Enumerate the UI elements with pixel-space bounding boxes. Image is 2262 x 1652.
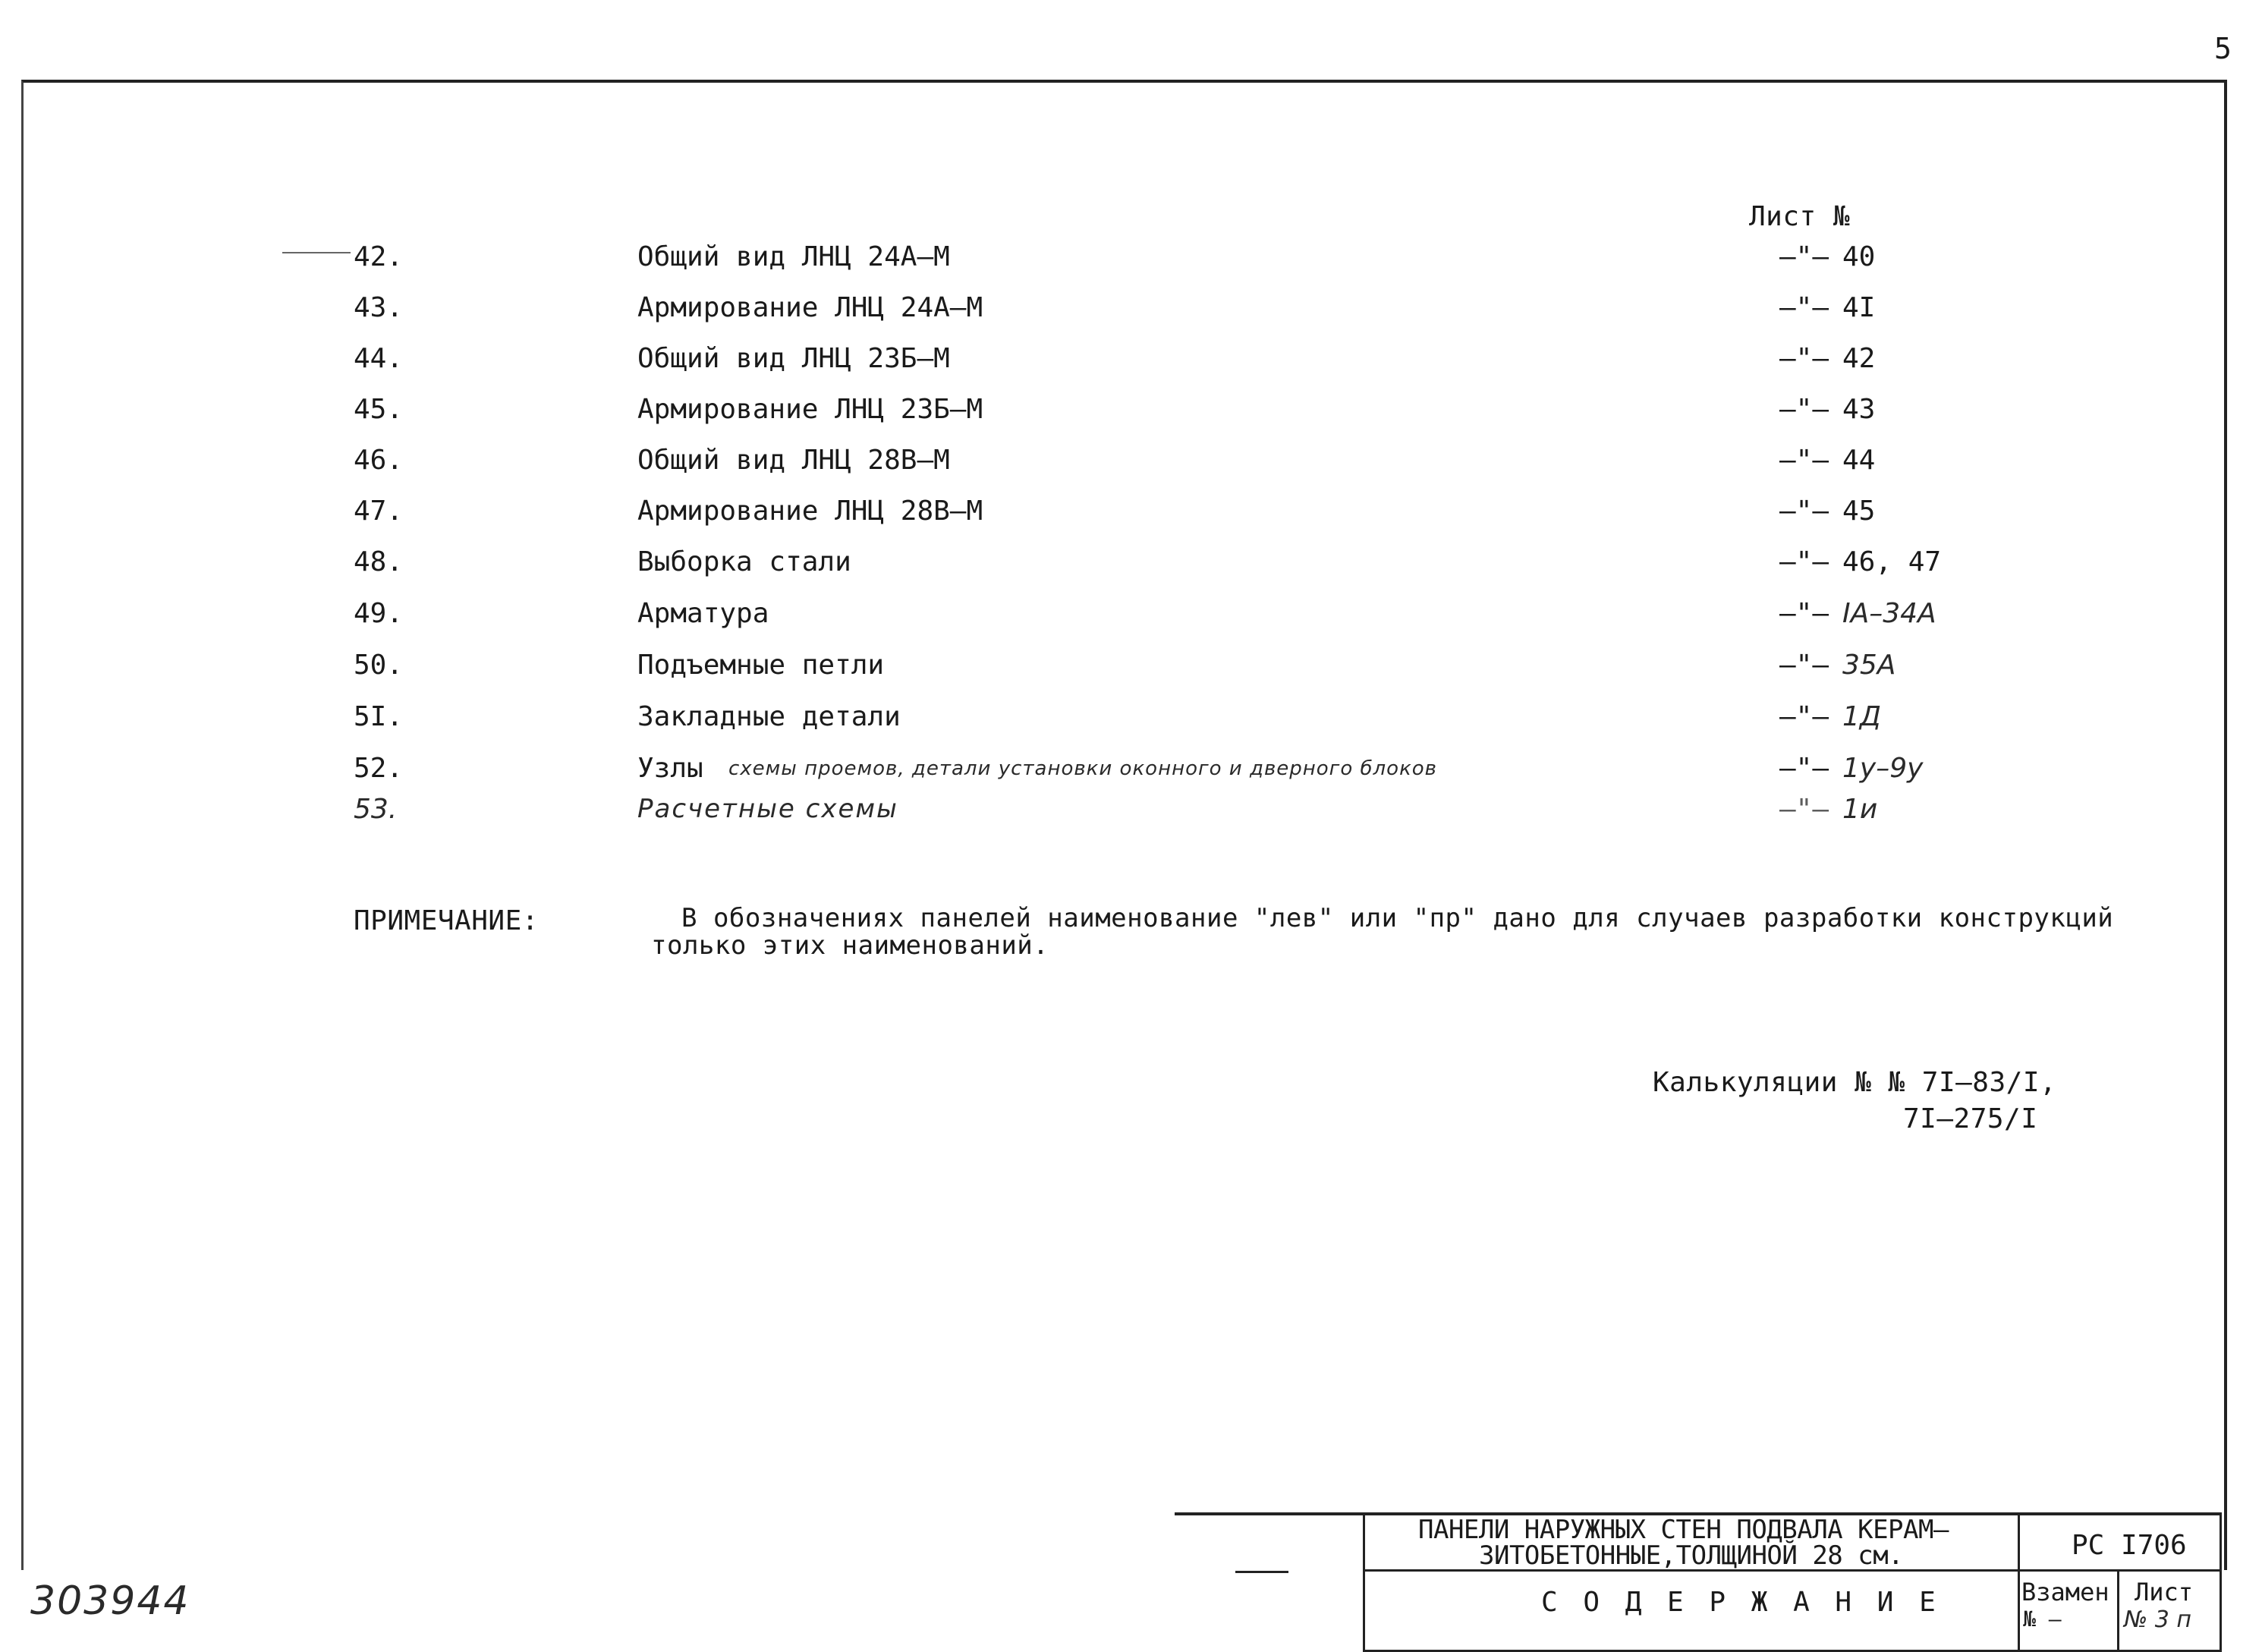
item-title: Выборка стали bbox=[637, 546, 851, 577]
item-number: 53. bbox=[354, 794, 398, 825]
item-title: Общий вид ЛНЦ 24А–М bbox=[637, 241, 950, 272]
item-sheet: 42 bbox=[1842, 343, 1876, 374]
page-number: 5 bbox=[2214, 32, 2232, 65]
item-sheet: 46, 47 bbox=[1842, 546, 1942, 577]
list-item bbox=[0, 292, 2262, 344]
item-ditto: –"– bbox=[1779, 445, 1829, 476]
item-number: 49. bbox=[354, 598, 404, 629]
list-item bbox=[0, 546, 2262, 598]
list-item bbox=[0, 241, 2262, 293]
item-sheet: 4I bbox=[1842, 292, 1876, 323]
note-text-line2: только этих наименований. bbox=[651, 930, 1049, 961]
calculation-refs-line1: Калькуляции № № 7I–83/I, bbox=[1653, 1067, 2057, 1098]
item-sheet: 45 bbox=[1842, 496, 1876, 527]
list-item bbox=[0, 445, 2262, 496]
item-ditto: –"– bbox=[1779, 241, 1829, 272]
sheet-column-header: Лист № bbox=[1749, 201, 1851, 232]
item-title: Армирование ЛНЦ 23Б–М bbox=[637, 394, 983, 425]
title-line2: ЗИТОБЕТОННЫЕ,ТОЛЩИНОЙ 28 см. bbox=[1479, 1540, 1904, 1571]
list-item bbox=[0, 394, 2262, 445]
item-title: Общий вид ЛНЦ 28В–М bbox=[637, 445, 950, 476]
title-block-subtitle-cell bbox=[1363, 1569, 2020, 1652]
item-number: 45. bbox=[354, 394, 404, 425]
item-title-handwritten: схемы проемов, детали установки оконного и дверного блоков bbox=[728, 757, 1438, 780]
item-sheet: 1у–9у bbox=[1842, 753, 1924, 784]
title-block-short-rule bbox=[1235, 1571, 1288, 1573]
item-number: 43. bbox=[354, 292, 404, 323]
title-block-zamen-cell bbox=[2018, 1569, 2119, 1652]
item-title: Подъемные петли bbox=[637, 650, 885, 681]
item-sheet: 35А bbox=[1842, 650, 1896, 681]
item-title: Арматура bbox=[637, 598, 769, 629]
sheet-value: № 3 п bbox=[2124, 1606, 2191, 1633]
list-item bbox=[0, 343, 2262, 395]
item-ditto: –"– bbox=[1779, 753, 1829, 784]
zamen-label: Взамен bbox=[2021, 1578, 2109, 1606]
item-title: Армирование ЛНЦ 24А–М bbox=[637, 292, 983, 323]
item-number: 48. bbox=[354, 546, 404, 577]
item-ditto: –"– bbox=[1779, 598, 1829, 629]
title-block-code-cell bbox=[2018, 1512, 2222, 1572]
item-ditto: –"– bbox=[1779, 794, 1829, 825]
list-item bbox=[0, 598, 2262, 650]
item-title: Узлы bbox=[637, 753, 703, 784]
item-number: 5I. bbox=[354, 701, 404, 732]
list-item bbox=[0, 496, 2262, 547]
item-sheet: 1Д bbox=[1842, 701, 1882, 732]
title-block-sheet-cell bbox=[2117, 1569, 2222, 1652]
list-item bbox=[0, 650, 2262, 701]
list-item bbox=[0, 794, 2262, 845]
item-ditto: –"– bbox=[1779, 292, 1829, 323]
item-ditto: –"– bbox=[1779, 650, 1829, 681]
item-number: 44. bbox=[354, 343, 404, 374]
item-title: Армирование ЛНЦ 28В–М bbox=[637, 496, 983, 527]
item-number: 42. bbox=[354, 241, 404, 272]
calculation-refs-line2: 7I–275/I bbox=[1903, 1103, 2038, 1134]
note-text-line1: В обозначениях панелей наименование "лев" или "пр" дано для случаев разработки конструкций bbox=[681, 903, 2114, 933]
item-sheet: 1и bbox=[1842, 794, 1878, 825]
item-ditto: –"– bbox=[1779, 496, 1829, 527]
item-title: Закладные детали bbox=[637, 701, 901, 732]
item-number: 46. bbox=[354, 445, 404, 476]
item-sheet: 40 bbox=[1842, 241, 1876, 272]
item-ditto: –"– bbox=[1779, 701, 1829, 732]
item-number: 50. bbox=[354, 650, 404, 681]
item-ditto: –"– bbox=[1779, 546, 1829, 577]
item-title: Расчетные схемы bbox=[637, 794, 898, 824]
item-title: Общий вид ЛНЦ 23Б–М bbox=[637, 343, 950, 374]
document-code: РС I706 bbox=[2072, 1530, 2187, 1561]
note-label: ПРИМЕЧАНИЕ: bbox=[354, 905, 539, 936]
inventory-number: 303944 bbox=[30, 1578, 190, 1624]
item-sheet: 44 bbox=[1842, 445, 1876, 476]
item-ditto: –"– bbox=[1779, 343, 1829, 374]
item-number: 47. bbox=[354, 496, 404, 527]
sheet-label: Лист bbox=[2135, 1578, 2194, 1606]
item-sheet: IA–34А bbox=[1842, 598, 1936, 629]
title-block-name-cell bbox=[1363, 1512, 2020, 1572]
item-ditto: –"– bbox=[1779, 394, 1829, 425]
list-item bbox=[0, 701, 2262, 753]
item-sheet: 43 bbox=[1842, 394, 1876, 425]
zamen-value: № – bbox=[2023, 1606, 2062, 1632]
item-number: 52. bbox=[354, 753, 404, 784]
document-subtitle: С О Д Е Р Ж А Н И Е bbox=[1541, 1587, 1940, 1618]
title-line1: ПАНЕЛИ НАРУЖНЫХ СТЕН ПОДВАЛА КЕРАМ– bbox=[1418, 1515, 1949, 1545]
